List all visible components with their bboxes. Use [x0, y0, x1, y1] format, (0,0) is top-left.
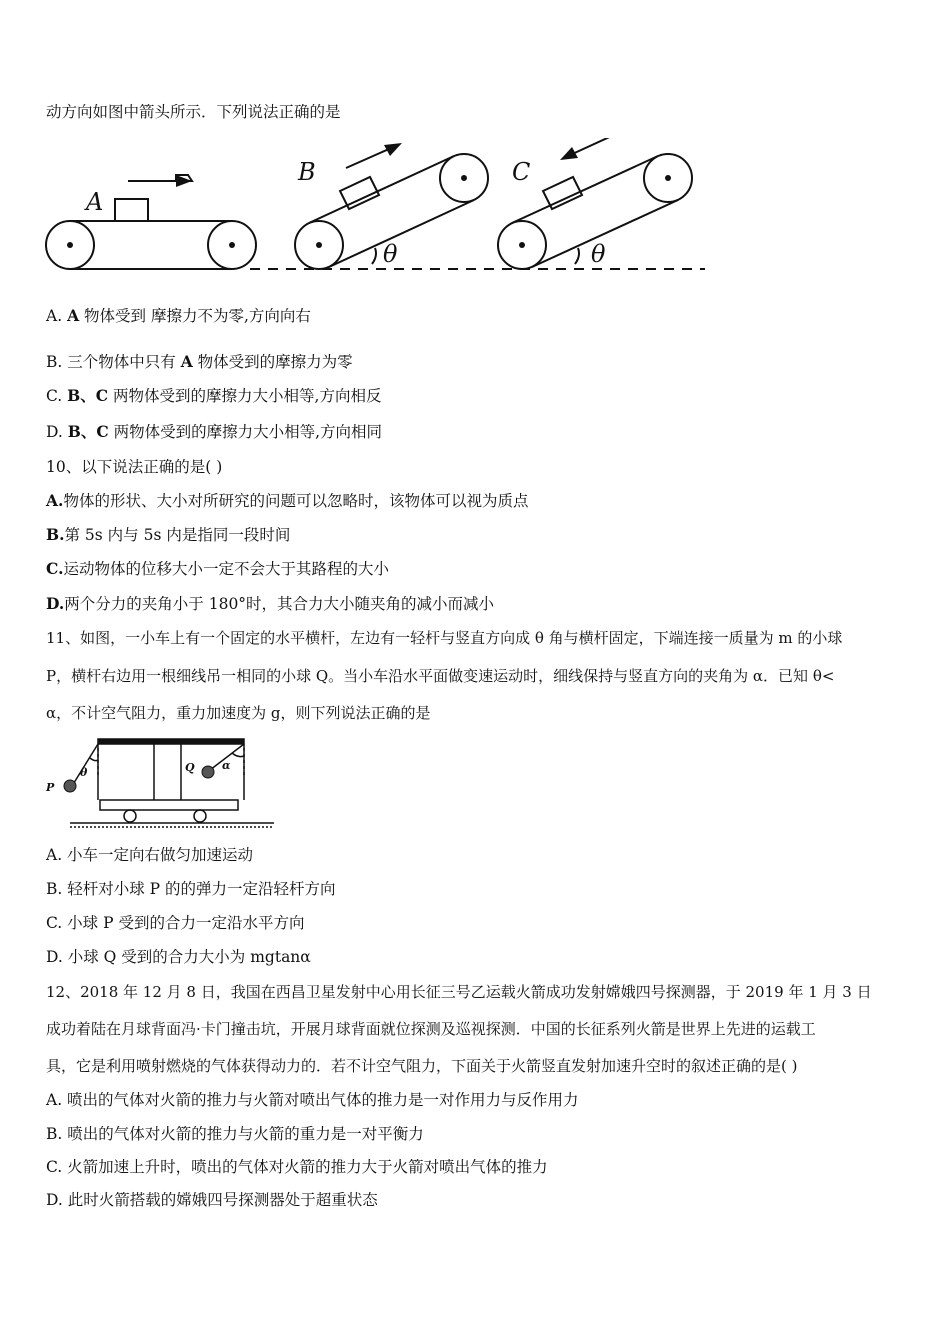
fig-label-alpha: α [222, 759, 231, 772]
q10-option-b: B.第 5s 内与 5s 内是指同一段时间 [46, 525, 291, 544]
cart-figure [42, 736, 278, 832]
label-a: A [86, 188, 104, 216]
q12-line1: 12、2018 年 12 月 8 日，我国在西昌卫星发射中心用长征三号乙运载火箭成功发射嫦娥四号探测器，于 2019 年 1 月 3 日 [46, 983, 872, 1001]
q12-option-d: D. 此时火箭搭载的嫦娥四号探测器处于超重状态 [46, 1191, 378, 1209]
label-c: C [512, 158, 531, 186]
q9-option-a: A. A 物体受到 摩擦力不为零,方向向右 [46, 306, 311, 325]
q11-option-d: D. 小球 Q 受到的合力大小为 mgtanα [46, 948, 311, 966]
q10-option-c: C.运动物体的位移大小一定不会大于其路程的大小 [46, 559, 389, 578]
fig-label-p: P [46, 781, 55, 794]
intro-text: 动方向如图中箭头所示．下列说法正确的是 [46, 103, 341, 121]
q12-option-a: A. 喷出的气体对火箭的推力与火箭对喷出气体的推力是一对作用力与反作用力 [46, 1091, 579, 1109]
theta-b: θ [383, 240, 398, 268]
q11-option-c: C. 小球 P 受到的合力一定沿水平方向 [46, 914, 305, 932]
q10-stem: 10、以下说法正确的是( ) [46, 458, 223, 476]
belt-a [46, 175, 256, 269]
fig-label-theta: θ [80, 766, 88, 779]
q11-line1: 11、如图，一小车上有一个固定的水平横杆，左边有一轻杆与竖直方向成 θ 角与横杆固定，下端连接一质量为 m 的小球 [46, 629, 843, 647]
q10-option-d: D.两个分力的夹角小于 180°时，其合力大小随夹角的减小而减小 [46, 594, 495, 613]
q12-option-b: B. 喷出的气体对火箭的推力与火箭的重力是一对平衡力 [46, 1125, 424, 1143]
q11-option-a: A. 小车一定向右做匀加速运动 [46, 846, 254, 864]
q12-line3: 具，它是利用喷射燃烧的气体获得动力的．若不计空气阻力，下面关于火箭竖直发射加速升空时的叙述正确的是( ) [46, 1057, 798, 1075]
q9-option-d: D. B、C 两物体受到的摩擦力大小相等,方向相同 [46, 422, 383, 441]
label-b: B [298, 158, 316, 186]
q11-line3: α，不计空气阻力，重力加速度为 g，则下列说法正确的是 [46, 704, 431, 722]
q11-line2: P，横杆右边用一根细线吊一相同的小球 Q。当小车沿水平面做变速运动时，细线保持与竖直方向的夹角为 α．已知 θ< [46, 667, 835, 685]
q10-option-a: A.物体的形状、大小对所研究的问题可以忽略时，该物体可以视为质点 [46, 491, 529, 510]
q12-option-c: C. 火箭加速上升时，喷出的气体对火箭的推力大于火箭对喷出气体的推力 [46, 1158, 548, 1176]
fig-label-q: Q [185, 761, 195, 774]
conveyor-figure [40, 138, 720, 278]
q9-option-b: B. 三个物体中只有 A 物体受到的摩擦力为零 [46, 352, 353, 371]
q12-line2: 成功着陆在月球背面冯·卡门撞击坑，开展月球背面就位探测及巡视探测．中国的长征系列火箭是世界上先进的运载工 [46, 1020, 816, 1038]
theta-c: θ [591, 240, 606, 268]
q9-option-c: C. B、C 两物体受到的摩擦力大小相等,方向相反 [46, 386, 382, 405]
q11-option-b: B. 轻杆对小球 P 的的弹力一定沿轻杆方向 [46, 880, 336, 898]
